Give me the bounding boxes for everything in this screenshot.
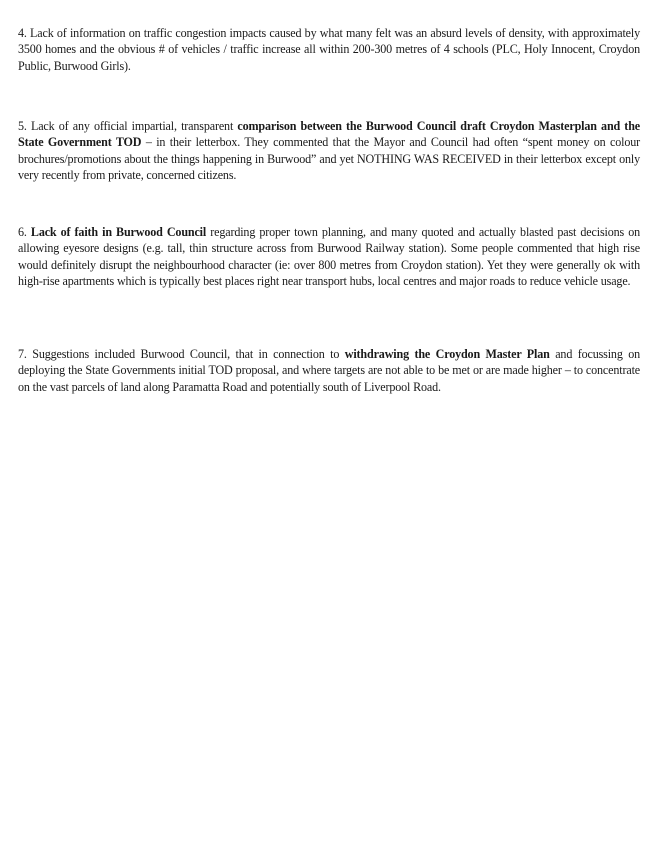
paragraph-7-text-end: and focussing on deploying the State Governments initial TOD proposal, and where targets are not able to be met or are made higher – to concentrate on the vast parcels of land along Paramatta Road and potentially south of Liverpool Road. <box>18 347 640 394</box>
paragraph-5-text-end: – in their letterbox. They commented that the Mayor and Council had often “spent money on colour brochures/promotions about the things happening in Burwood” and yet NOTHING WAS RECEIVED in their letterbox except only very recently from private, concerned citizens. <box>18 135 640 183</box>
paragraph-6-text-end: regarding proper town planning, and many quoted and actually blasted past decisions on allowing eyesore designs (e.g. tall, thin structure across from Burwood Railway station). Some people commented that high rise would definitely disrupt the neighbourhood character (ie: over 800 metres from Croydon station). Yet they were generally ok with high-rise apartments which is typically best places right near transport hubs, local centres and major roads to reduce vehicle usage. <box>18 225 640 289</box>
paragraph-5-bold-phrase: comparison between the Burwood Council draft Croydon Masterplan and the State Government TOD <box>18 119 640 150</box>
paragraph-7-text-start: 7. Suggestions included Burwood Council, that in connection to <box>18 347 345 361</box>
paragraph-4 <box>18 25 640 74</box>
paragraph-6 <box>18 224 640 290</box>
paragraph-7 <box>18 346 640 395</box>
paragraph-5 <box>18 118 640 184</box>
paragraph-6-number: 6. <box>18 225 31 239</box>
paragraph-4-text: 4. Lack of information on traffic congestion impacts caused by what many felt was an absurd levels of density, with approximately 3500 homes and the obvious # of vehicles / traffic increase all within 200-300 metres of 4 schools (PLC, Holy Innocent, Croydon Public, Burwood Girls). <box>18 26 640 73</box>
paragraph-7-bold-phrase: withdrawing the Croydon Master Plan <box>344 347 550 361</box>
paragraph-6-bold-phrase: Lack of faith in Burwood Council <box>30 225 207 239</box>
paragraph-5-text-start: 5. Lack of any official impartial, transparent <box>18 119 238 133</box>
